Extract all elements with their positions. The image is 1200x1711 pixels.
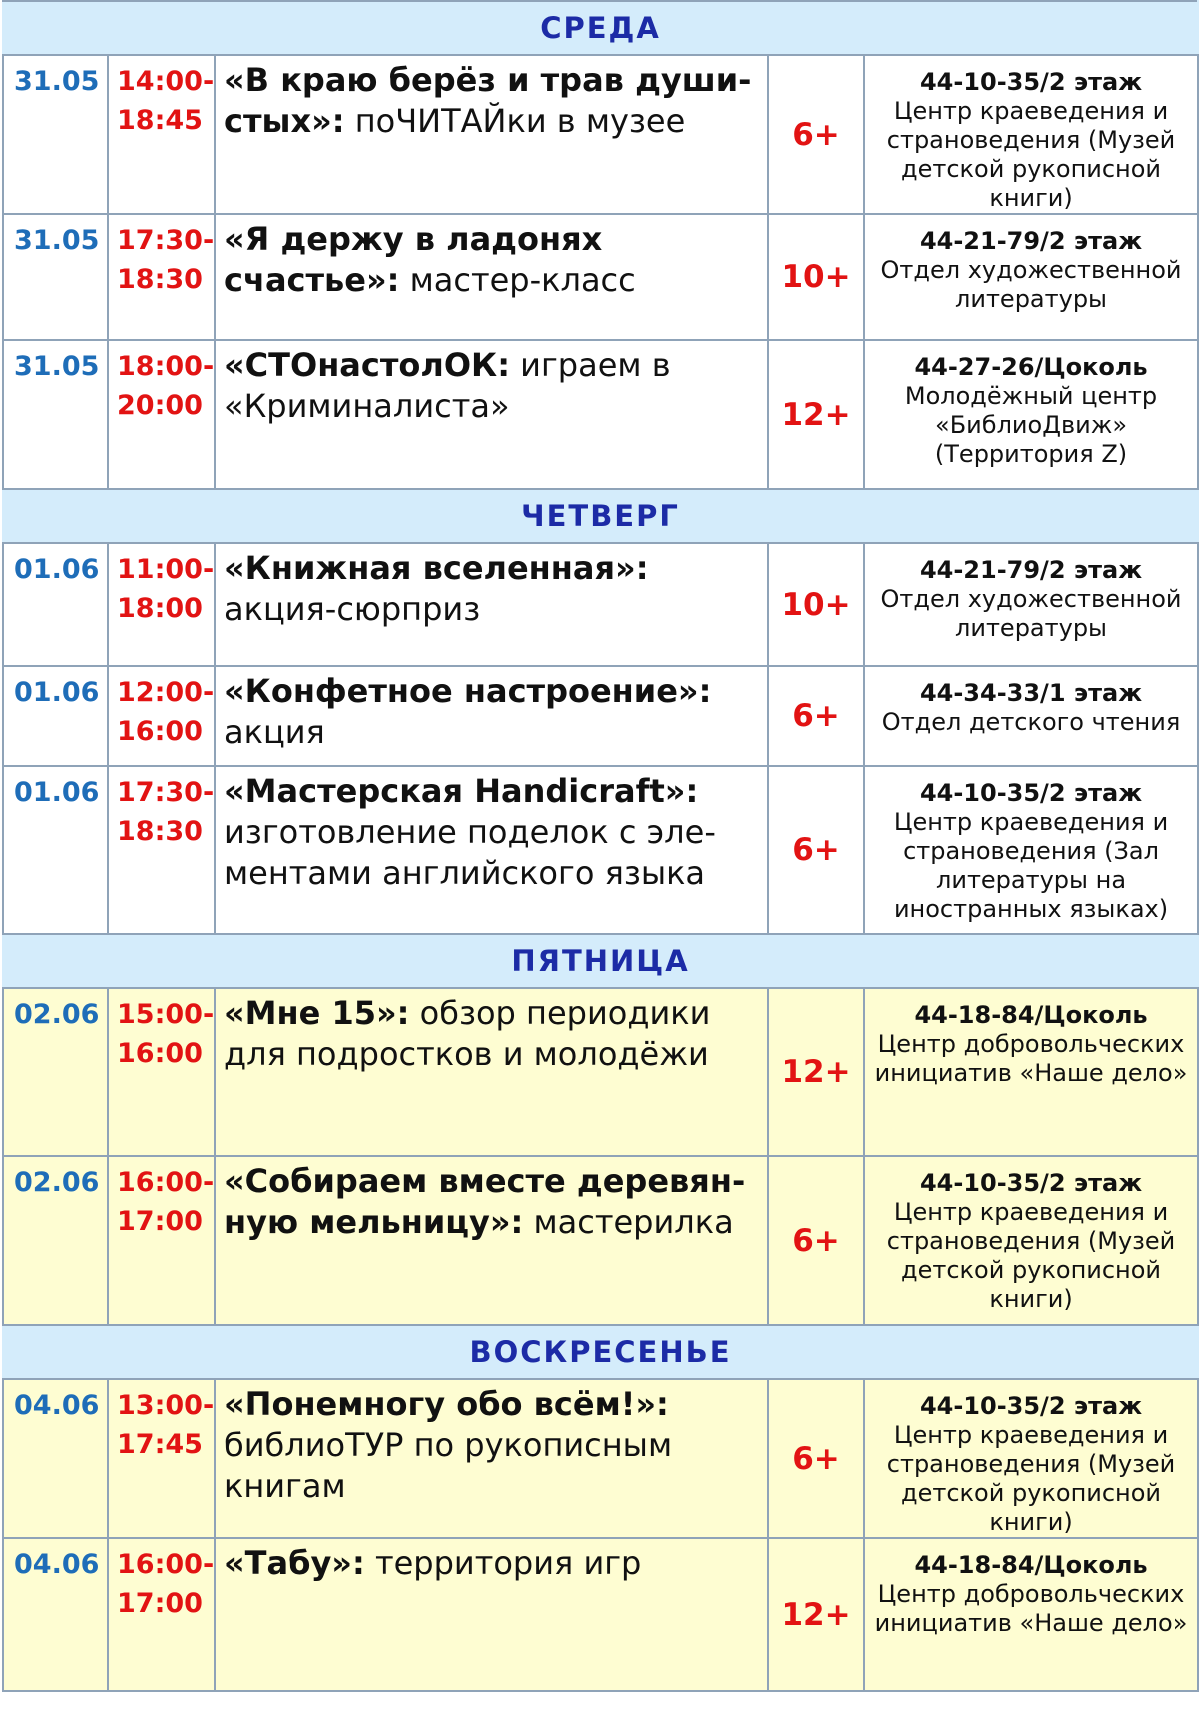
event-age-rating: 6+ [768, 1156, 864, 1325]
event-time-end: 16:00 [117, 716, 203, 747]
event-time [108, 988, 215, 1156]
event-time-start: 17:30- [117, 777, 215, 808]
day-header: ВОСКРЕСЕНЬЕ [3, 1325, 1198, 1379]
day-header-row [3, 489, 1198, 543]
event-location [864, 55, 1198, 214]
event-location [864, 340, 1198, 489]
event-title [215, 55, 768, 214]
location-place: Отдел художественной литературы [880, 585, 1182, 642]
day-header: ПЯТНИЦА [3, 934, 1198, 988]
event-title-description: изготовление поделок с эле-ментами английского языка [224, 813, 716, 892]
event-title [215, 1156, 768, 1325]
event-time-end: 18:45 [117, 105, 203, 136]
event-time [108, 1538, 215, 1691]
day-header: ЧЕТВЕРГ [3, 489, 1198, 543]
event-title [215, 766, 768, 934]
event-title-description: акция-сюрприз [224, 590, 481, 628]
event-time [108, 1156, 215, 1325]
event-age-rating: 12+ [768, 1538, 864, 1691]
location-place: Центр краеведения и страноведения (Музей детской рукописной книги) [886, 1198, 1176, 1313]
event-title-name: «Понемногу обо всём!»: [224, 1385, 669, 1423]
location-phone: 44-18-84/Цоколь [914, 1551, 1148, 1579]
event-title [215, 340, 768, 489]
event-title-name: «Мастерская Handicraft»: [224, 772, 699, 810]
event-age-rating: 10+ [768, 214, 864, 340]
location-phone: 44-10-35/2 этаж [919, 779, 1143, 807]
event-title-name: «СТОнастолОК: [224, 346, 510, 384]
location-phone: 44-21-79/2 этаж [919, 556, 1143, 584]
event-time-end: 17:00 [117, 1588, 203, 1619]
event-age-rating: 10+ [768, 543, 864, 666]
location-phone: 44-34-33/1 этаж [919, 679, 1143, 707]
event-time-end: 20:00 [117, 390, 203, 421]
event-date: 31.05 [3, 340, 108, 489]
location-place: Центр добровольческих инициатив «Наше дело» [874, 1580, 1188, 1637]
event-age-rating: 6+ [768, 1379, 864, 1538]
event-date: 02.06 [3, 1156, 108, 1325]
location-place: Центр краеведения и страноведения (Музей детской рукописной книги) [886, 97, 1176, 212]
event-time-start: 13:00- [117, 1390, 215, 1421]
event-location [864, 666, 1198, 766]
event-title [215, 1538, 768, 1691]
event-age-rating: 6+ [768, 766, 864, 934]
schedule-table [2, 0, 1199, 1692]
event-time-end: 17:00 [117, 1206, 203, 1237]
event-title-name: «В краю берёз и трав души-стых»: [224, 61, 752, 140]
event-age-rating: 6+ [768, 666, 864, 766]
event-title-name: «Собираем вместе деревян-ную мельницу»: [224, 1162, 746, 1241]
event-row [3, 543, 1198, 666]
event-age-rating: 12+ [768, 340, 864, 489]
event-date: 01.06 [3, 543, 108, 666]
event-title-description: поЧИТАЙки в музее [344, 102, 686, 140]
day-header: СРЕДА [3, 1, 1198, 55]
location-place: Отдел детского чтения [881, 708, 1181, 736]
event-time [108, 55, 215, 214]
location-phone: 44-18-84/Цоколь [914, 1001, 1148, 1029]
event-row [3, 214, 1198, 340]
event-time [108, 666, 215, 766]
event-time-start: 16:00- [117, 1549, 215, 1580]
event-location [864, 1538, 1198, 1691]
event-time-start: 15:00- [117, 999, 215, 1030]
event-title-description: мастер-класс [399, 261, 636, 299]
event-location [864, 1156, 1198, 1325]
day-header-row [3, 1, 1198, 55]
event-title-name: «Конфетное настроение»: [224, 672, 712, 710]
event-time [108, 214, 215, 340]
location-place: Молодёжный центр «БиблиоДвиж» (Территория Z) [904, 382, 1158, 468]
event-date: 31.05 [3, 55, 108, 214]
event-title-description: акция [224, 713, 325, 751]
event-title-description: территория игр [364, 1544, 642, 1582]
event-time-start: 17:30- [117, 225, 215, 256]
location-phone: 44-27-26/Цоколь [914, 353, 1148, 381]
event-date: 31.05 [3, 214, 108, 340]
event-title-name: «Мне 15»: [224, 994, 410, 1032]
event-title [215, 666, 768, 766]
event-title-description: мастерилка [523, 1203, 734, 1241]
event-time-end: 17:45 [117, 1429, 203, 1460]
event-location [864, 988, 1198, 1156]
day-header-row [3, 1325, 1198, 1379]
event-title-name: «Я держу в ладонях счастье»: [224, 220, 603, 299]
event-time-start: 18:00- [117, 351, 215, 382]
event-title-description: играем в «Криминалиста» [224, 346, 671, 425]
event-location [864, 766, 1198, 934]
event-time-start: 12:00- [117, 677, 215, 708]
event-row [3, 1379, 1198, 1538]
event-title-name: «Табу»: [224, 1544, 365, 1582]
event-title [215, 214, 768, 340]
event-row [3, 988, 1198, 1156]
event-row [3, 766, 1198, 934]
event-title-name: «Книжная вселенная»: [224, 549, 649, 587]
event-row [3, 55, 1198, 214]
event-location [864, 214, 1198, 340]
event-title-description: библиоТУР по рукописным книгам [224, 1426, 673, 1505]
location-place: Отдел художественной литературы [880, 256, 1182, 313]
event-title [215, 1379, 768, 1538]
event-time-end: 16:00 [117, 1038, 203, 1069]
location-phone: 44-10-35/2 этаж [919, 1169, 1143, 1197]
event-date: 02.06 [3, 988, 108, 1156]
event-time-end: 18:30 [117, 816, 203, 847]
event-time-end: 18:30 [117, 264, 203, 295]
event-title-description: обзор периодики для подростков и молодёжи [224, 994, 711, 1073]
day-header-row [3, 934, 1198, 988]
location-phone: 44-10-35/2 этаж [919, 68, 1143, 96]
event-location [864, 543, 1198, 666]
event-date: 01.06 [3, 766, 108, 934]
location-place: Центр краеведения и страноведения (Музей детской рукописной книги) [886, 1421, 1176, 1536]
event-time [108, 1379, 215, 1538]
event-date: 04.06 [3, 1538, 108, 1691]
event-location [864, 1379, 1198, 1538]
event-age-rating: 12+ [768, 988, 864, 1156]
event-title [215, 988, 768, 1156]
event-row [3, 1156, 1198, 1325]
location-phone: 44-10-35/2 этаж [919, 1392, 1143, 1420]
event-age-rating: 6+ [768, 55, 864, 214]
event-time-end: 18:00 [117, 593, 203, 624]
event-time-start: 11:00- [117, 554, 215, 585]
event-date: 01.06 [3, 666, 108, 766]
event-time [108, 543, 215, 666]
location-place: Центр добровольческих инициатив «Наше дело» [874, 1030, 1188, 1087]
event-date: 04.06 [3, 1379, 108, 1538]
event-row [3, 340, 1198, 489]
event-time-start: 16:00- [117, 1167, 215, 1198]
location-place: Центр краеведения и страноведения (Зал литературы на иностранных языках) [893, 808, 1169, 923]
location-phone: 44-21-79/2 этаж [919, 227, 1143, 255]
event-row [3, 666, 1198, 766]
event-row [3, 1538, 1198, 1691]
event-time [108, 766, 215, 934]
event-time [108, 340, 215, 489]
event-time-start: 14:00- [117, 66, 215, 97]
event-title [215, 543, 768, 666]
